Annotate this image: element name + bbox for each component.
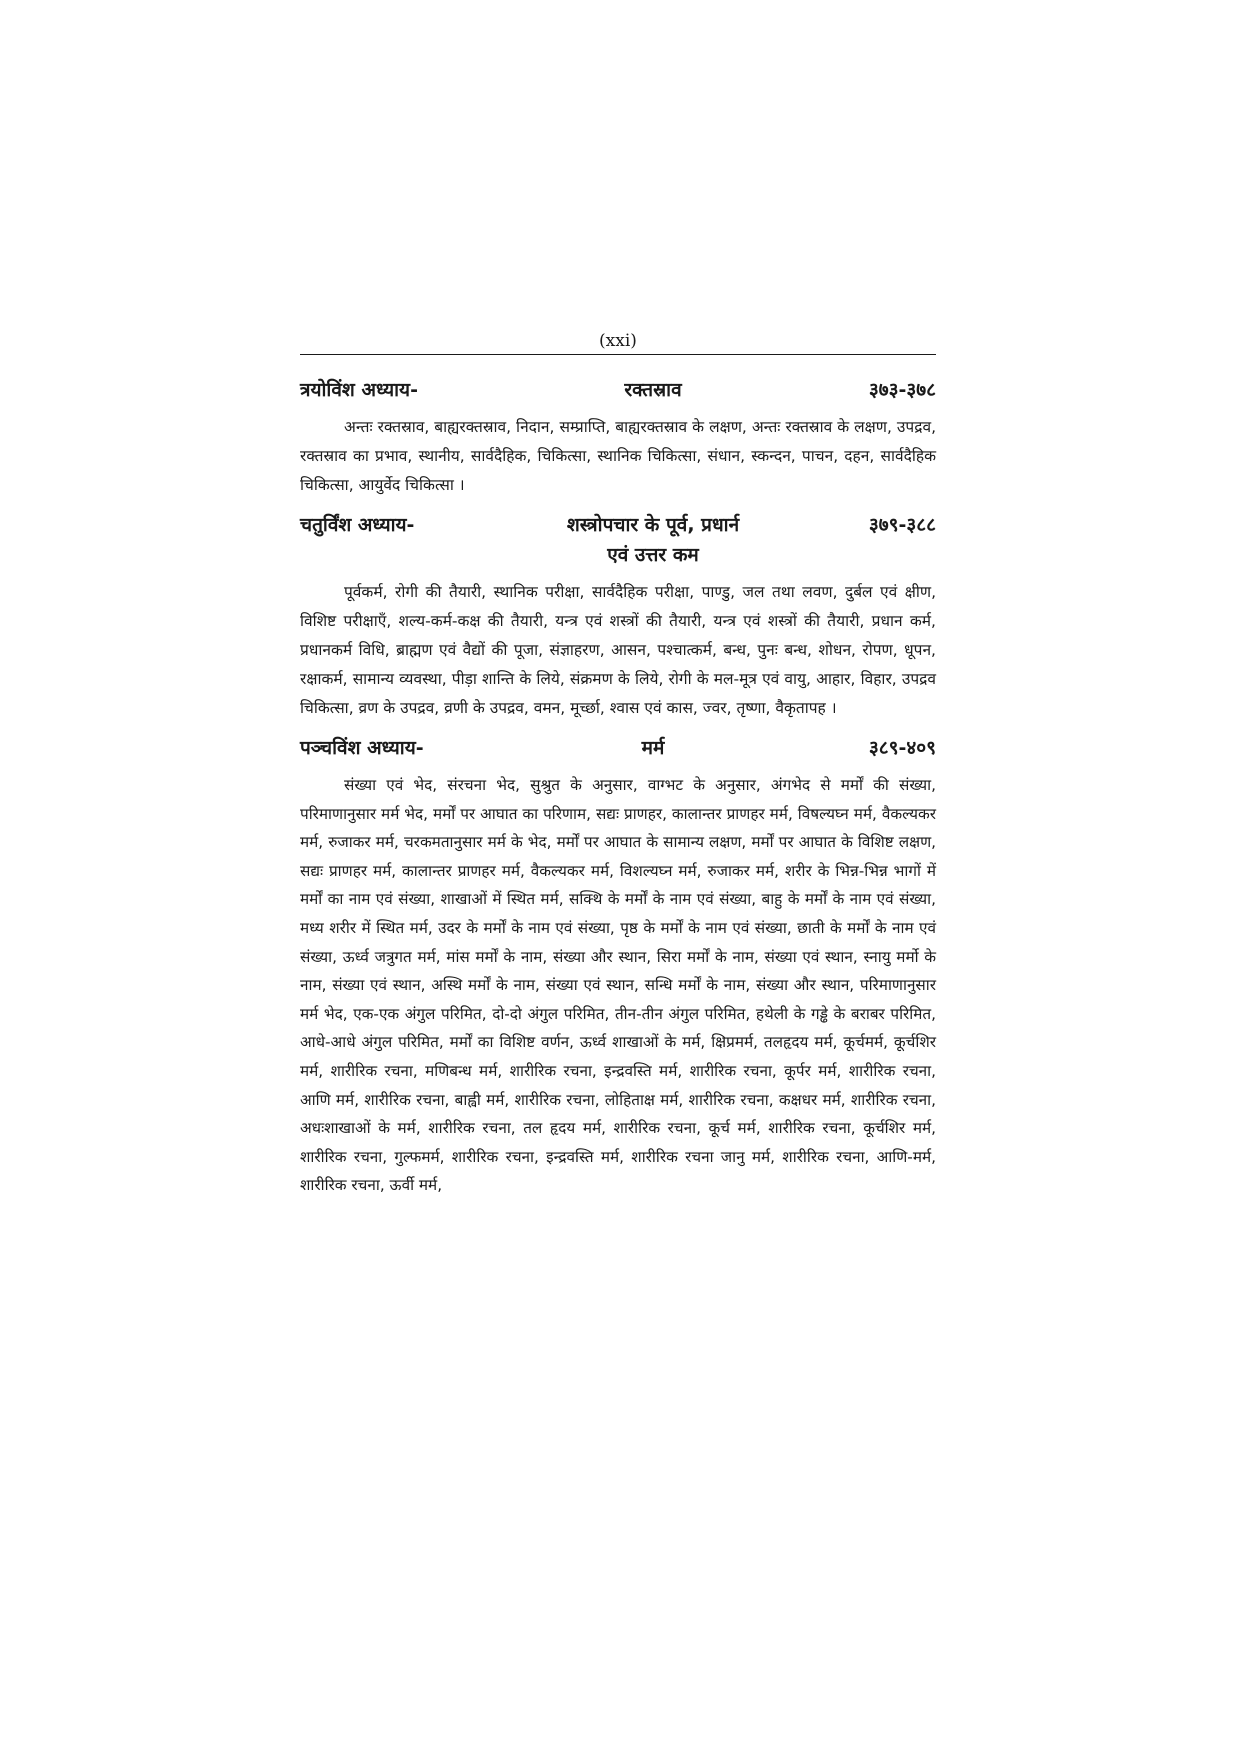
header-rule — [300, 354, 936, 355]
chapter-heading — [300, 375, 936, 405]
chapter-page-range: ३८९-४०९ — [868, 737, 936, 759]
chapter-contents: संख्या एवं भेद, संरचना भेद, सुश्रुत के अनुसार, वाग्भट के अनुसार, अंगभेद से मर्मों की संख्या, परिमाणानुसार मर्म भेद, मर्मों पर आघात का परिणाम, सद्यः प्राणहर, कालान्तर प्राणहर मर्म, विषल्यघ्न मर्म, वैकल्यकर मर्म, रुजाकर मर्म, चरकमतानुसार मर्म के भेद, मर्मों पर आघात के सामान्य लक्षण, मर्मों पर आघात के विशिष्ट लक्षण, सद्यः प्राणहर मर्म, कालान्तर प्राणहर मर्म, वैकल्यकर मर्म, विशल्यघ्न मर्म, रुजाकर मर्म, शरीर के भिन्न-भिन्न भागों में मर्मों का नाम एवं संख्या, शाखाओं में स्थित मर्म, सक्थि के मर्मों के नाम एवं संख्या, बाहु के मर्मों के नाम एवं संख्या, मध्य शरीर में स्थित मर्म, उदर के मर्मों के नाम एवं संख्या, पृष्ठ के मर्मों के नाम एवं संख्या, छाती के मर्मों के नाम एवं संख्या, ऊर्ध्व जत्रुगत मर्म, मांस मर्मों के नाम, संख्या और स्थान, सिरा मर्मों के नाम, संख्या एवं स्थान, स्नायु मर्मो के नाम, संख्या एवं स्थान, अस्थि मर्मों के नाम, संख्या एवं स्थान, सन्धि मर्मों के नाम, संख्या और स्थान, परिमाणानुसार मर्म भेद, एक-एक अंगुल परिमित, दो-दो अंगुल परिमित, तीन-तीन अंगुल परिमित, हथेली के गड्ढे के बराबर परिमित, आधे-आधे अंगुल परिमित, मर्मों का विशिष्ट वर्णन, ऊर्ध्व शाखाओं के मर्म, क्षिप्रमर्म, तलहृदय मर्म, कूर्चमर्म, कूर्चशिर मर्म, शारीरिक रचना, मणिबन्ध मर्म, शारीरिक रचना, इन्द्रवस्ति मर्म, शारीरिक रचना, कूर्पर मर्म, शारीरिक रचना, आणि मर्म, शारीरिक रचना, बाह्वी मर्म, शारीरिक रचना, लोहिताक्ष मर्म, शारीरिक रचना, कक्षधर मर्म, शारीरिक रचना, अधःशाखाओं के मर्म, शारीरिक रचना, तल हृदय मर्म, शारीरिक रचना, कूर्च मर्म, शारीरिक रचना, कूर्चशिर मर्म, शारीरिक रचना, गुल्फमर्म, शारीरिक रचना, इन्द्रवस्ति मर्म, शारीरिक रचना जानु मर्म, शारीरिक रचना, आणि-मर्म, शारीरिक रचना, ऊर्वी मर्म, — [300, 776, 936, 1195]
chapter-title: मर्म — [641, 737, 665, 759]
chapter-24 — [300, 510, 936, 723]
chapter-label: त्रयोविंश अध्याय- — [300, 379, 418, 401]
chapter-25 — [300, 733, 936, 1200]
chapter-title-line-1: शस्त्रोपचार के पूर्व, प्रधार्न — [566, 514, 740, 536]
chapter-page-range: ३७९-३८८ — [868, 514, 936, 536]
chapter-title-line-2: एवं उत्तर कम — [607, 544, 699, 566]
chapter-title — [490, 510, 816, 570]
chapter-title: रक्तस्राव — [624, 379, 682, 401]
chapter-label: चतुर्विंश अध्याय- — [300, 514, 415, 536]
chapter-23 — [300, 375, 936, 500]
chapter-page-range: ३७३-३७८ — [868, 379, 936, 401]
chapter-contents: अन्तः रक्तस्राव, बाह्यरक्तस्राव, निदान, सम्प्राप्ति, बाह्यरक्तस्राव के लक्षण, अन्तः रक्तस्राव के लक्षण, उपद्रव, रक्तस्राव का प्रभाव, स्थानीय, सार्वदैहिक, चिकित्सा, स्थानिक चिकित्सा, संधान, स्कन्दन, पाचन, दहन, सार्वदैहिक चिकित्सा, आयुर्वेद चिकित्सा । — [300, 418, 936, 494]
document-page — [300, 330, 936, 1210]
chapter-contents: पूर्वकर्म, रोगी की तैयारी, स्थानिक परीक्षा, सार्वदैहिक परीक्षा, पाण्डु, जल तथा लवण, दुर्बल एवं क्षीण, विशिष्ट परीक्षाएँ, शल्य-कर्म-कक्ष की तैयारी, यन्त्र एवं शस्त्रों की तैयारी, यन्त्र एवं शस्त्रों की तैयारी, प्रधान कर्म, प्रधानकर्म विधि, ब्राह्मण एवं वैद्यों की पूजा, संज्ञाहरण, आसन, पश्चात्कर्म, बन्ध, पुनः बन्ध, शोधन, रोपण, धूपन, रक्षाकर्म, सामान्य व्यवस्था, पीड़ा शान्ति के लिये, संक्रमण के लिये, रोगी के मल-मूत्र एवं वायु, आहार, विहार, उपद्रव चिकित्सा, व्रण के उपद्रव, व्रणी के उपद्रव, वमन, मूर्च्छा, श्वास एवं कास, ज्वर, तृष्णा, वैकृतापह । — [300, 583, 936, 717]
page-number: (xxi) — [599, 331, 637, 351]
chapter-heading — [300, 510, 936, 570]
chapter-heading — [300, 733, 936, 763]
chapter-label: पञ्चविंश अध्याय- — [300, 737, 424, 759]
